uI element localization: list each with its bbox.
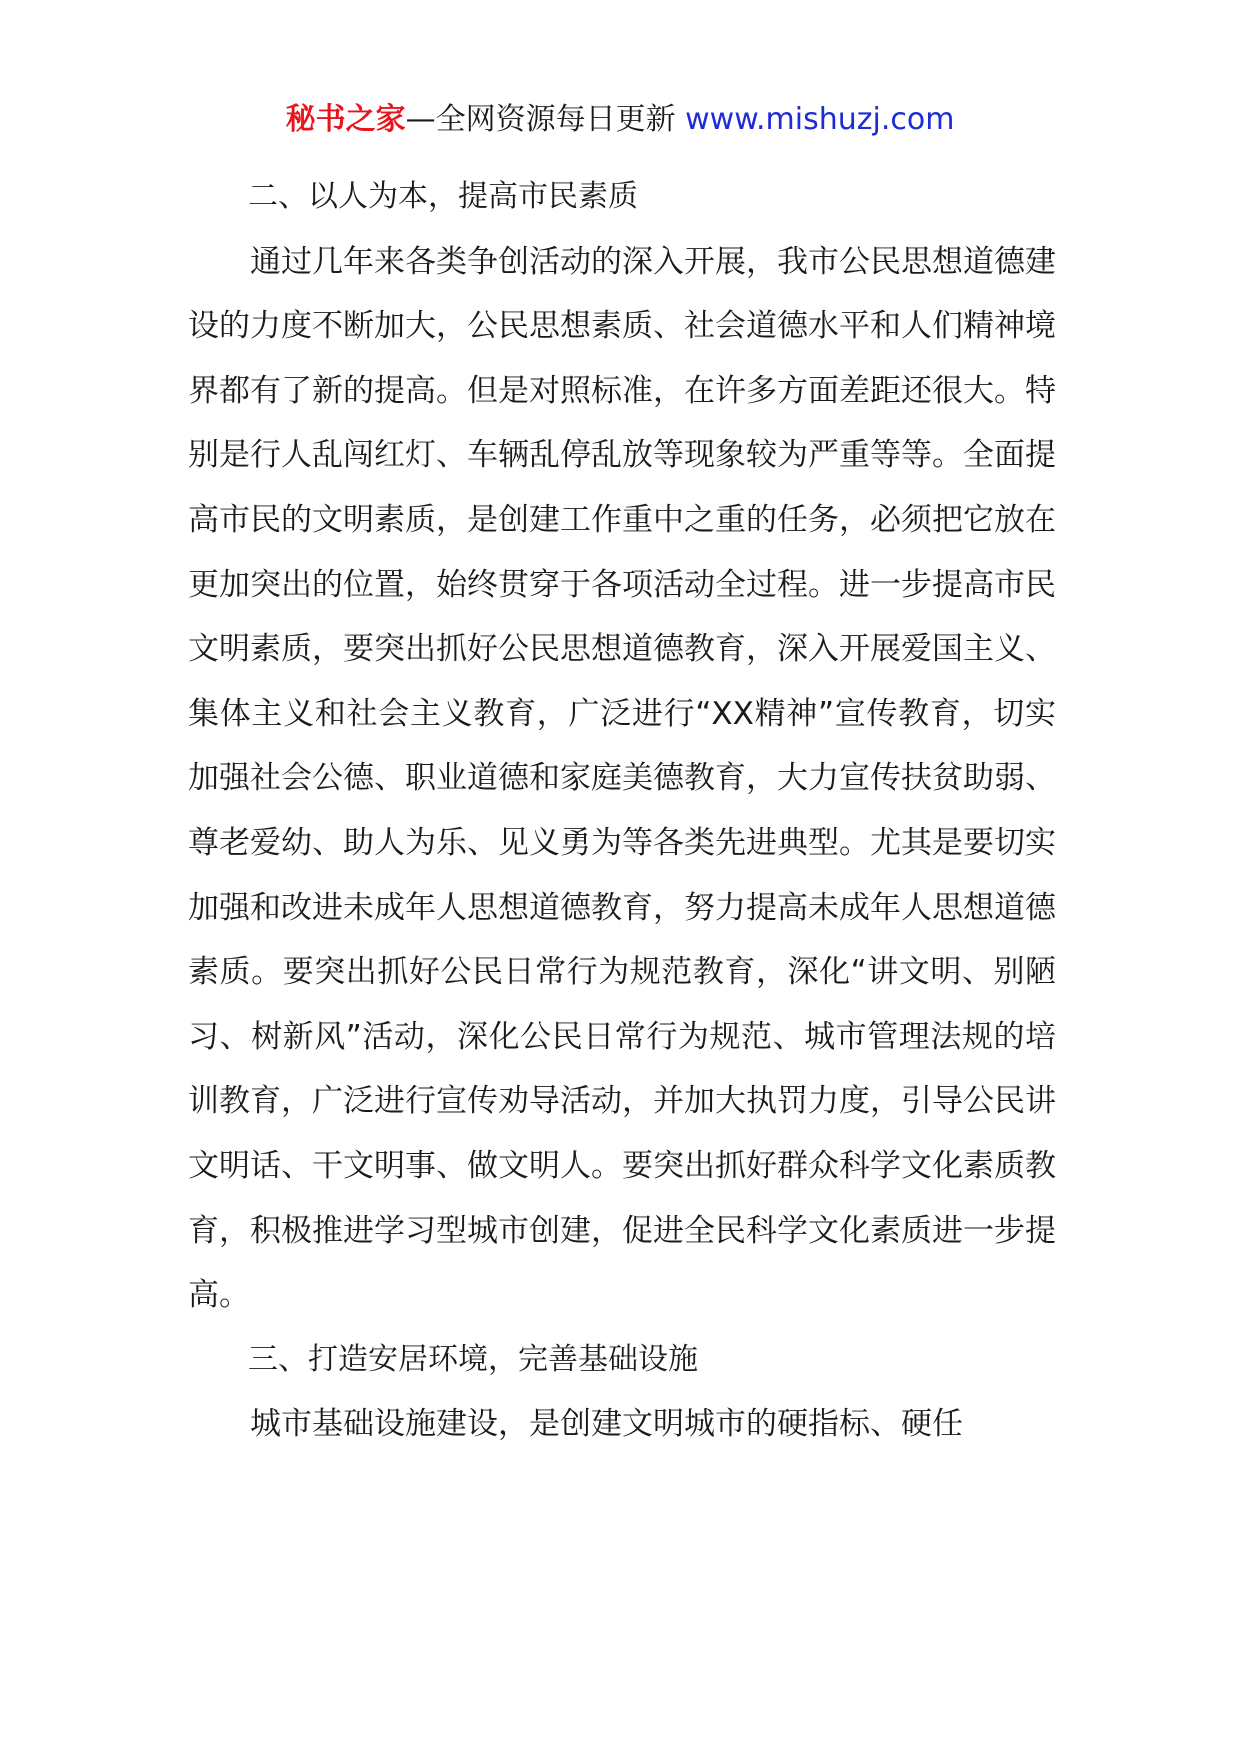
body-paragraph-2: 城市基础设施建设，是创建文明城市的硬指标、硬任 [250, 1406, 963, 1443]
brand-name: 秘书之家 [285, 102, 406, 137]
website-link[interactable]: www.mishuzj.com [685, 102, 955, 137]
document-body [188, 165, 1056, 1457]
page-header [0, 100, 1240, 140]
body-paragraph-1: 通过几年来各类争创活动的深入开展，我市公民思想道德建设的力度不断加大，公民思想素质、社会道德水平和人们精神境界都有了新的提高。但是对照标准，在许多方面差距还很大。特别是行人乱闯红灯、车辆乱停乱放等现象较为严重等等。全面提高市民的文明素质，是创建工作重中之重的任务，必须把它放在更加突出的位置，始终贯穿于各项活动全过程。进一步提高市民文明素质，要突出抓好公民思想道德教育，深入开展爱国主义、集体主义和社会主义教育，广泛进行“XX精神”宣传教育，切实加强社会公德、职业道德和家庭美德教育，大力宣传扶贫助弱、尊老爱幼、助人为乐、见义勇为等各类先进典型。尤其是要切实加强和改进未成年人思想道德教育，努力提高未成年人思想道德素质。要突出抓好公民日常行为规范教育，深化“讲文明、别陋习、树新风”活动，深化公民日常行为规范、城市管理法规的培训教育，广泛进行宣传劝导活动，并加大执罚力度，引导公民讲文明话、干文明事、做文明人。要突出抓好群众科学文化素质教育，积极推进学习型城市创建，促进全民科学文化素质进一步提高。 [188, 243, 1056, 1314]
header-slogan: —全网资源每日更新 [405, 102, 686, 137]
section-heading-3: 三、打造安居环境，完善基础设施 [248, 1341, 698, 1377]
section-heading-2: 二、以人为本，提高市民素质 [248, 179, 638, 214]
